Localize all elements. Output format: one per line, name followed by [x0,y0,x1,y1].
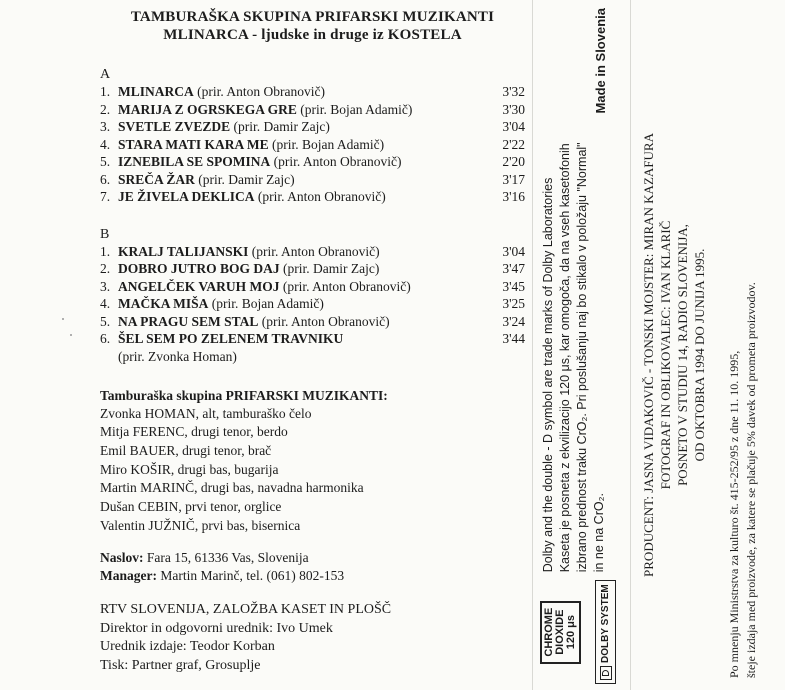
side-b-label: B [100,226,110,242]
track-credit: (prir. Anton Obranovič) [261,313,390,329]
band-member: Miro KOŠIR, drugi bas, bugarija [100,461,279,477]
track-title: MLINARCA [118,84,194,99]
manager-value: Martin Marinč, tel. (061) 802-153 [160,568,345,584]
dolby-double-d-icon [600,666,612,680]
track-title: SREČA ŽAR [118,171,195,187]
track-number: 4. [100,296,111,311]
track-title: ŠEL SEM PO ZELENEM TRAVNIKU [118,331,344,346]
side-b-tracklist [100,243,525,348]
track-number: 5. [100,313,111,329]
band-heading [100,387,525,405]
track-title: SVETLE ZVEZDE [118,119,231,134]
track-row [100,188,525,206]
publisher-director: Direktor in odgovorni urednik: Ivo Umek [100,620,333,636]
band-member: Emil BAUER, drugi tenor, brač [100,442,272,458]
album-title-line1: TAMBURAŠKA SKUPINA PRIFARSKI MUZIKANTI [130,9,495,25]
track-number: 3. [100,119,111,134]
manager-label: Manager: [100,568,157,584]
band-members [100,405,525,536]
track-row [100,295,525,313]
band-member: Mitja FERENC, drugi tenor, berdo [100,424,288,440]
last-track-credit: (prir. Zvonka Homan) [118,348,237,364]
track-number: 1. [100,84,111,99]
track-duration: 3'04 [502,119,525,134]
track-duration: 3'04 [502,243,525,259]
track-title: JE ŽIVELA DEKLICA [118,189,255,204]
track-duration: 3'17 [502,171,525,187]
track-credit: (prir. Damir Zajc) [233,119,330,134]
fold-line-2 [630,0,631,690]
band-heading-prefix: Tamburaška skupina [100,387,223,403]
band-member: Valentin JUŽNIČ, prvi bas, bisernica [100,517,301,533]
switch-note: izbrano prednost traku CrO₂. Pri poslušanju naj bo stikalo v položaju "Normal" [575,142,589,573]
track-title: MAČKA MIŠA [118,296,209,311]
track-credit: (prir. Anton Obranovič) [251,243,380,259]
band-member: Dušan CEBIN, prvi tenor, orglice [100,499,282,515]
track-duration: 3'45 [502,278,525,294]
ministry-note [726,28,760,678]
track-title: IZNEBILA SE SPOMINA [118,154,271,169]
track-duration: 3'16 [502,189,525,204]
track-number: 4. [100,136,111,152]
track-credit: (prir. Bojan Adamič) [211,296,324,311]
track-row [100,136,525,154]
dolby-system-logo: DOLBY SYSTEM [595,580,616,684]
track-credit: (prir. Bojan Adamič) [300,101,413,117]
main-column [100,8,525,675]
track-row [100,83,525,101]
recording-dates: OD OKTOBRA 1994 DO JUNIJA 1995. [692,248,707,462]
track-row [100,313,525,331]
address-label: Naslov: [100,550,144,566]
track-title: NA PRAGU SEM STAL [118,313,259,329]
side-a-tracklist [100,83,525,206]
publisher-editor: Urednik izdaje: Teodor Korban [100,639,275,655]
publisher-print: Tisk: Partner graf, Grosuplje [100,657,261,673]
track-row [100,101,525,119]
technical-notes [540,8,616,684]
fold-line-1 [532,0,533,690]
band-heading-name: PRIFARSKI MUZIKANTI: [225,387,388,403]
track-number: 3. [100,278,111,294]
manager-line [100,567,525,585]
track-duration: 3'47 [502,261,525,276]
address-value: Fara 15, 61336 Vas, Slovenija [146,550,309,566]
track-title: DOBRO JUTRO BOG DAJ [118,261,280,276]
dolby-trademark: Dolby and the double - D symbol are trade marks of Dolby Laboratories [541,177,555,573]
track-credit: (prir. Bojan Adamič) [272,136,385,152]
track-duration: 3'30 [502,101,525,117]
track-row [100,330,525,348]
track-row [100,171,525,189]
track-title: STARA MATI KARA ME [118,136,269,152]
made-in-slovenia: Made in Slovenia [593,8,608,114]
ministry-line2: šteje izdaja med proizvode, za katere se plačuje 5% davek od prometa proizvodov. [744,282,758,678]
track-duration: 3'32 [502,84,525,99]
track-credit: (prir. Anton Obranovič) [273,154,402,169]
track-number: 6. [100,331,111,346]
band-member: Martin MARINČ, drugi bas, navadna harmonika [100,480,364,496]
track-number: 5. [100,154,111,169]
studio-credit: POSNETO V STUDIU 14, RADIO SLOVENIJA, [675,224,690,486]
track-number: 2. [100,101,111,117]
track-row [100,260,525,278]
track-credit: (prir. Anton Obranovič) [197,84,325,99]
track-credit: (prir. Anton Obranovič) [282,278,411,294]
address-line [100,549,525,567]
ministry-line1: Po mnenju Ministrstva za kulturo št. 415-252/95 z dne 11. 10. 1995, [727,350,741,678]
track-row [100,243,525,261]
track-row [100,118,525,136]
track-credit: (prir. Anton Obranovič) [257,189,386,204]
track-credit: (prir. Damir Zajc) [198,171,295,187]
track-title: MARIJA Z OGRSKEGA GRE [118,101,297,117]
track-row [100,153,525,171]
album-title-line2: MLINARCA - ljudske in druge iz KOSTELA [163,27,462,43]
photo-credit: FOTOGRAF IN OBLIKOVALEC: IVAN KLARIČ [658,220,673,490]
track-duration: 3'24 [502,313,525,329]
track-duration: 3'25 [502,296,525,311]
switch-note-end: in ne na CrO₂. [592,493,606,573]
producer-credit: PRODUCENT: JASNA VIDAKOVIČ - TONSKI MOJSTER: MIRAN KAZAFURA [641,133,656,577]
track-number: 2. [100,261,111,276]
side-a-label: A [100,67,111,82]
equalization-note: Kaseta je posneta z ekvilizacijo 120 μs, kar omogoča, da na vseh kasetofonih [558,143,572,573]
band-member: Zvonka HOMAN, alt, tamburaško čelo [100,405,312,421]
chrome-dioxide-badge: CHROME DIOXIDE 120 μs [540,601,581,664]
track-title: ANGELČEK VARUH MOJ [118,278,280,294]
track-title: KRALJ TALIJANSKI [118,243,249,259]
publisher-name: RTV SLOVENIJA, ZALOŽBA KASET IN PLOŠČ [100,602,392,618]
track-row [100,278,525,296]
track-number: 6. [100,171,111,187]
track-credit: (prir. Damir Zajc) [283,261,380,276]
track-number: 7. [100,189,111,204]
track-duration: 3'44 [502,331,525,346]
track-duration: 2'20 [502,154,525,169]
track-duration: 2'22 [502,136,525,152]
track-number: 1. [100,243,111,259]
production-credits [640,30,708,680]
